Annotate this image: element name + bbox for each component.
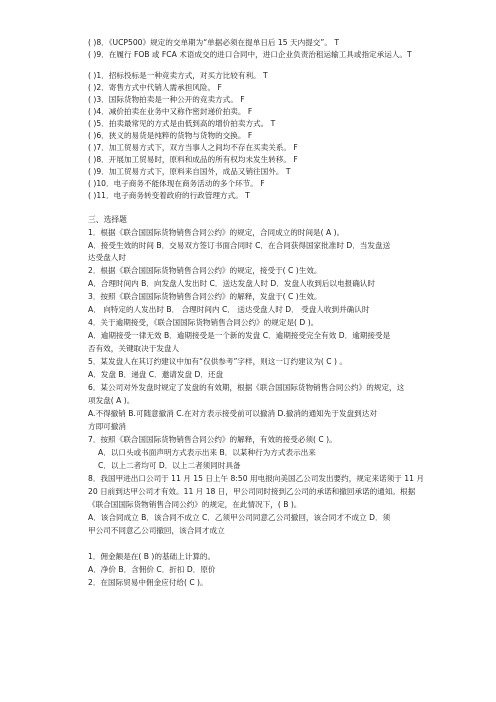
mc-line: A．接受生效的时间 B．交易双方签订书面合同时 C．在合同获得国家批准时 D．当发盘送 [88,241,391,250]
mc-line: 3．按照《联合国国际货物销售合同公约》的解释，发盘于( C )生效。 [88,292,322,301]
section-heading: 三、选择题 [88,215,127,224]
mc-line: A.不得撤销 B.可随意撤消 C.在对方表示接受前可以撤消 D.撤消的通知先于发盘到达对 [88,409,377,418]
mc2-line: 1．佣金额是在( B )的基础上计算的。 [88,552,216,561]
mc-line: A．该合同成立 B．该合同不成立 C．乙须甲公司同意乙公司撤回，该合同才不成立 D．须 [88,513,391,522]
mc2-line: 2．在国际贸易中佣金应付给( C )。 [88,578,208,587]
tf-item: ( )9．加工贸易方式下，原料来自国外，成品又销往国外。 T [88,167,291,176]
tf-item: ( )5．拍卖最常见的方式是由低到高的增价拍卖方式。 T [88,119,276,128]
mc-line: 项发盘( A )。 [88,396,135,405]
mc-line: 否有效，关键取决于发盘人 [88,344,180,353]
mc2-line: A．净价 B．含佣价 C．折扣 D．原价 [88,565,216,574]
mc-line: A．发盘 B．递盘 C．邀请发盘 D．还盘 [88,370,224,379]
tf-item: ( )10．电子商务不能体现在商务活动的多个环节。 F [88,179,265,188]
mc-line: A．逾期接受一律无效 B．逾期接受是一个新的发盘 C．逾期接受完全有效 D．逾期接受是 [88,331,391,340]
tf-item: ( )1．招标投标是一种竞卖方式，对买方比较有利。 T [88,71,268,80]
mc-line: 6．某公司对外发盘时规定了发盘的有效期，根据《联合国国际货物销售合同公约》的规定，这 [88,383,405,392]
tf-top-line: ( )8．《UCP500》规定的交单期为“单据必须在提单日后 15 天内提交”。 T [88,38,339,47]
tf-item: ( )8．开展加工贸易时，原料和成品的所有权均未发生转移。 F [88,155,298,164]
tf-item: ( )6．狭义的易货是纯粹的货物与货物的交换。 F [88,131,253,140]
mc-line: 8．我国甲进出口公司于 11 月 15 日上午 8:50 用电报向美国乙公司发出要约，规定来诺须于 11 月 [88,474,424,483]
tf-item: ( )2．寄售方式中代销人需承担风险。 F [88,83,222,92]
mc-line: C．以上二者均可 D．以上二者须同时具备 [98,461,241,470]
mc-line: 甲公司不同意乙公司撤回，该合同才成立 [88,526,225,535]
mc-line: 方即可撤消 [88,422,126,431]
mc-line: A． 向特定的人发出时 B． 合理时间内 C． 送达受盘人时 D． 受盘人收到并确认时 [88,305,370,314]
mc-line: 4．关于逾期接受，《联合国国际货物销售合同公约》的规定是( D )。 [88,318,319,327]
mc-line: 20 日前到达甲公司才有效。11 月 18 日，甲公司同时接到乙公司的承诺和撤回承诺的通知。根据 [88,487,416,496]
tf-item: ( )3．国际货物拍卖是一种公开的竞卖方式。 F [88,95,245,104]
mc-line: 《联合国国际货物销售合同公约》的规定，在此情况下，( B )。 [88,500,302,509]
mc-line: A．合理时间内 B．向发盘人发出时 C．送达发盘人时 D．发盘人收到后以电报确认时 [88,279,375,288]
tf-item: ( )4．减价拍卖在业务中又称作密封递价拍卖。 F [88,107,253,116]
mc-line: A．以口头或书面声明方式表示出来 B．以某种行为方式表示出来 [98,448,316,457]
mc-line: 1．根据《联合国国际货物销售合同公约》的规定，合同成立的时间是( A )。 [88,228,345,237]
tf-item: ( )7．加工贸易方式下，双方当事人之间均不存在买卖关系。 F [88,143,298,152]
tf-item: ( )11．电子商务转变着政府的行政管理方式。 T [88,191,250,200]
mc-line: 5．某发盘人在其订约建议中加有“仅供参考”字样，则这一订约建议为( C ) 。 [88,357,347,366]
tf-top-line: ( )9．在履行 FOB 或 FCA 术语成交的进口合同中，进口企业负责治租运输工具或指定承运人。T [88,50,412,59]
mc-line: 达受盘人时 [88,253,126,262]
mc-line: 2．根据《联合国国际货物销售合同公约》的规定，接受于( C )生效。 [88,266,322,275]
mc-line: 7．按照《联合国国际货物销售合同公约》的解释，有效的接受必须( C )。 [88,435,337,444]
